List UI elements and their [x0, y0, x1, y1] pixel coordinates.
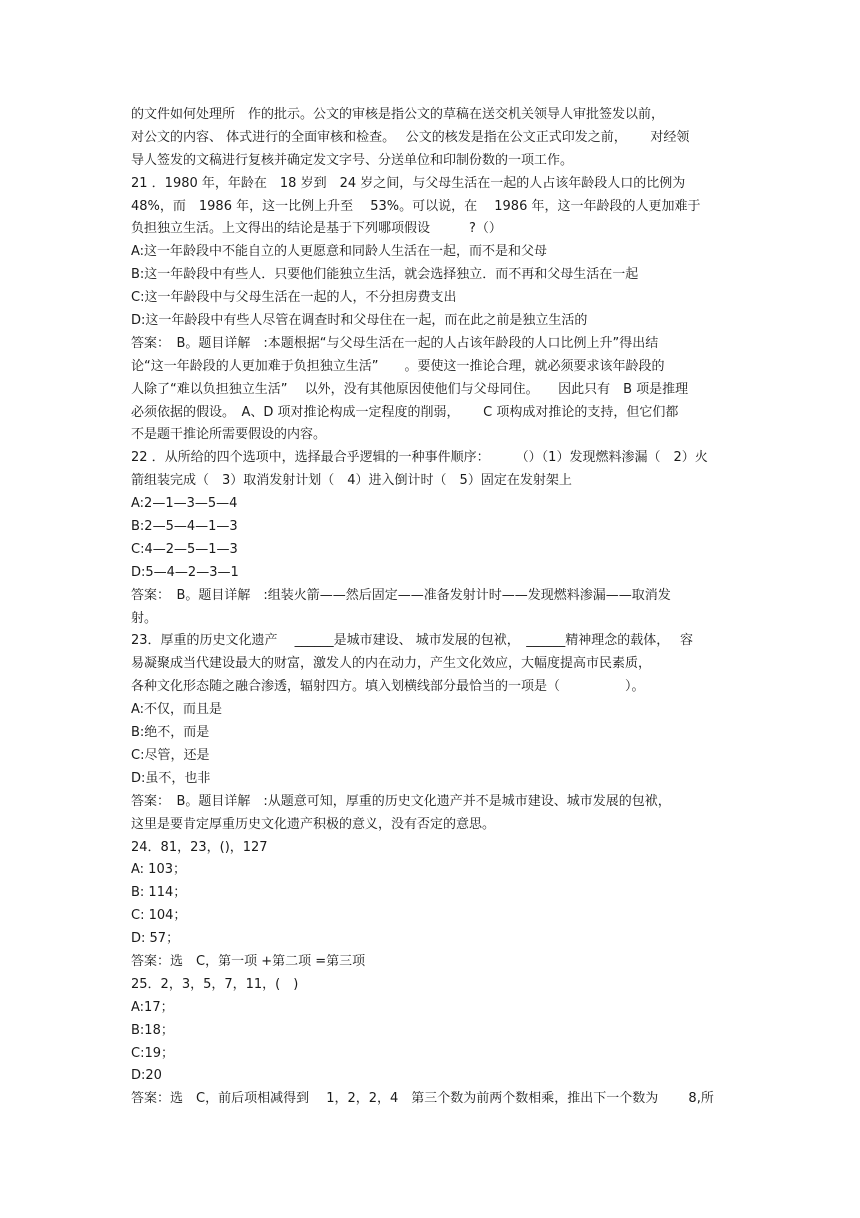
text-line: D:虽不，也非: [131, 770, 211, 786]
text-line: 的文件如何处理所 作的批示。公文的审核是指公文的草稿在送交机关领导人审批签发以前，: [131, 107, 665, 122]
text-line: 这里是要肯定厚重历史文化遗产积极的意义，没有否定的意思。: [131, 816, 496, 832]
text-line: 24．81，23，()，127: [131, 839, 268, 855]
text-line: B:这一年龄段中有些人．只要他们能独立生活，就会选择独立．而不再和父母生活在一起: [131, 267, 639, 283]
text-line: A:2—1—3—5—4: [131, 496, 238, 512]
text-line: C:4—2—5—1—3: [131, 541, 238, 557]
text-line: D:5—4—2—3—1: [131, 564, 239, 580]
text-line: C:19；: [131, 1045, 174, 1061]
text-line: D:20: [131, 1068, 162, 1084]
text-line: C:尽管，还是: [131, 747, 210, 763]
text-line: 负担独立生活。上文得出的结论是基于下列哪项假设 ?（）: [131, 221, 502, 237]
text-line: 答案：选 C，前后项相减得到 1，2，2，4 第三个数为前两个数相乘，推出下一个数为 8,所: [131, 1091, 714, 1107]
document-body: [131, 104, 731, 1111]
text-line: 易凝聚成当代建设最大的财富，激发人的内在动力，产生文化效应，大幅度提高市民素质，: [131, 656, 652, 672]
text-line: 人除了“难以负担独立生活” 以外，没有其他原因使他们与父母同住。 因此只有 B 项是推理: [131, 381, 689, 397]
text-line: 箭组装完成（ 3）取消发射计划（ 4）进入倒计时（ 5）固定在发射架上: [131, 473, 572, 489]
text-line: 论“这一年龄段的人更加难于负担独立生活” 。要使这一推论合理，就必须要求该年龄段的: [131, 358, 665, 374]
text-line: A:不仅，而且是: [131, 702, 223, 718]
text-line: 必须依据的假设。 A、D 项对推论构成一定程度的削弱， C 项构成对推论的支持，但它们都: [131, 404, 679, 420]
text-line: A: 103；: [131, 862, 186, 878]
text-line: B:2—5—4—1—3: [131, 519, 238, 535]
text-line: 23．厚重的历史文化遗产 ______是城市建设、 城市发展的包袱， ______精神理念的载体， 容: [131, 633, 693, 649]
text-line: C: 104；: [131, 908, 187, 924]
text-line: B: 114；: [131, 885, 187, 901]
text-line: 答案： B。题目详解 :组装火箭——然后固定——准备发射计时——发现燃料渗漏——取消发: [131, 587, 671, 603]
text-line: B:绝不，而是: [131, 725, 210, 741]
text-line: D:这一年龄段中有些人尽管在调查时和父母住在一起，而在此之前是独立生活的: [131, 313, 588, 329]
text-line: A:这一年龄段中不能自立的人更愿意和同龄人生活在一起，而不是和父母: [131, 244, 548, 260]
text-line: D: 57；: [131, 931, 180, 947]
text-line: 导人签发的文稿进行复核并确定发文字号、分送单位和印制份数的一项工作。: [131, 152, 574, 168]
text-line: 22 ．从所给的四个选项中，选择最合乎逻辑的一种事件顺序： （）（1）发现燃料渗漏（ 2）火: [131, 450, 708, 466]
text-line: 答案：选 C，第一项 +第二项 =第三项: [131, 953, 366, 969]
text-line: 对公文的内容、 体式进行的全面审核和检查。 公文的核发是指在公文正式印发之前， 对经领: [131, 129, 690, 145]
text-line: 射。: [131, 610, 158, 626]
text-line: A:17；: [131, 999, 174, 1015]
text-line: 48%，而 1986 年，这一比例上升至 53%。可以说，在 1986 年，这一年龄段的人更加难于: [131, 198, 701, 214]
text-line: 答案： B。题目详解 :本题根据“与父母生活在一起的人占该年龄段的人口比例上升”得出结: [131, 335, 659, 351]
text-line: B:18；: [131, 1022, 174, 1038]
text-line: C:这一年龄段中与父母生活在一起的人，不分担房费支出: [131, 290, 457, 306]
text-line: 答案： B。题目详解 :从题意可知，厚重的历史文化遗产并不是城市建设、城市发展的包袱，: [131, 793, 671, 809]
text-line: 各种文化形态随之融合渗透，辐射四方。填入划横线部分最恰当的一项是（ ）。: [131, 679, 645, 695]
text-line: 21 ．1980 年，年龄在 18 岁到 24 岁之间，与父母生活在一起的人占该年龄段人口的比例为: [131, 175, 686, 191]
text-line: 不是题干推论所需要假设的内容。: [131, 427, 327, 443]
text-line: 25．2，3，5，7，11，( ): [131, 976, 299, 992]
